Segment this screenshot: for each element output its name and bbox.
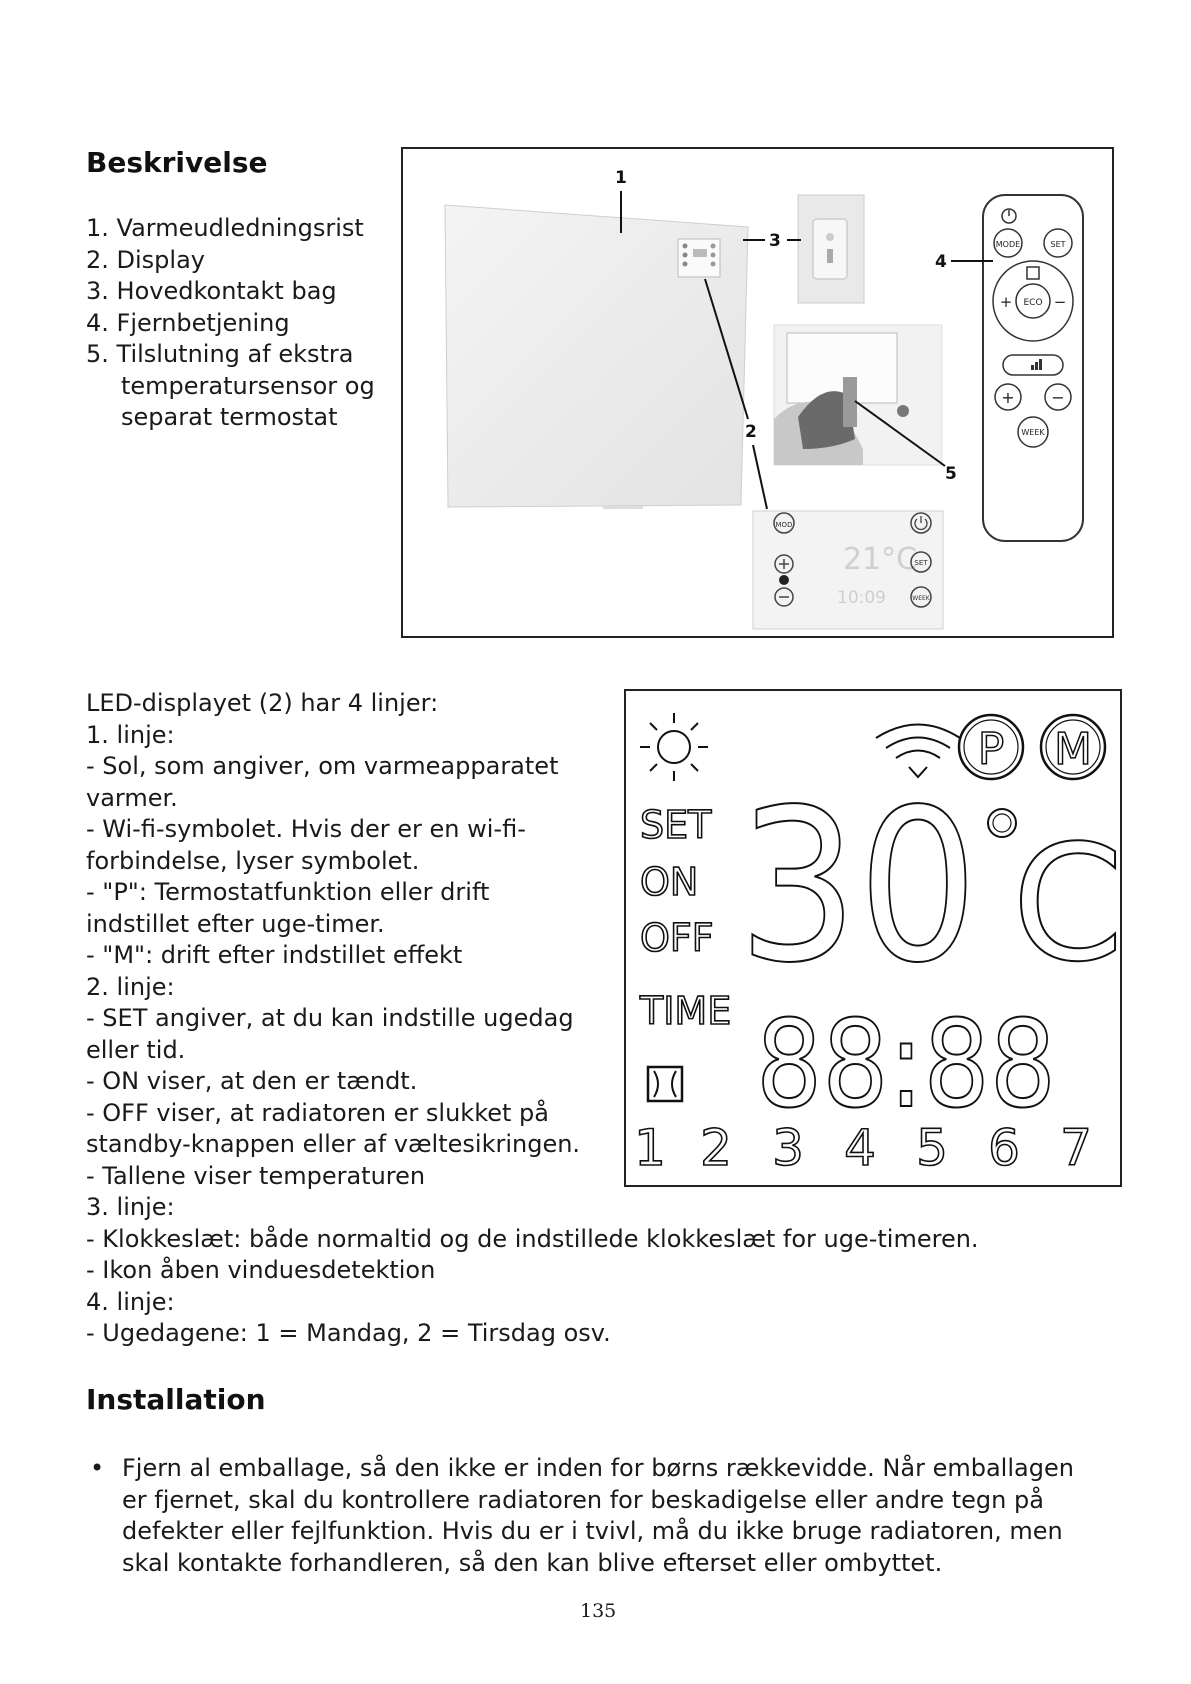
description-line: LED-displayet (2) har 4 linjer: <box>86 689 439 717</box>
panel-set-label: SET <box>914 559 928 567</box>
remote-minus-glyph: − <box>1053 293 1067 311</box>
callout-4: 4 <box>935 252 947 272</box>
description-line: - OFF viser, at radiatoren er slukket på <box>86 1098 549 1127</box>
parts-list-item: 3. Hovedkontakt bag <box>86 277 337 305</box>
led-display-diagram <box>626 691 1120 1185</box>
open-window-icon <box>648 1067 682 1101</box>
panel-temp-display: 21°C <box>843 542 918 577</box>
callout-5: 5 <box>945 464 957 484</box>
bullet-symbol: • <box>90 1454 105 1482</box>
description-line: - "P": Termostatfunktion eller drift <box>86 878 490 906</box>
weekday-1: 1 <box>634 1119 666 1177</box>
product-overview-illustration <box>403 149 1112 636</box>
callout-1: 1 <box>615 168 627 188</box>
description-line: - Klokkeslæt: både normaltid og de indstillede klokkeslæt for uge-timeren. <box>86 1224 979 1253</box>
parts-list <box>86 213 375 434</box>
bullet-line: Fjern al emballage, så den ikke er inden for børns rækkevidde. Når emballagen <box>122 1454 1074 1482</box>
callout-line-2b <box>753 445 767 509</box>
weekday-4: 4 <box>844 1119 876 1177</box>
clock-digits: 88:88 <box>756 996 1056 1135</box>
description-line: forbindelse, lyser symbolet. <box>86 846 420 875</box>
on-indicator: ON <box>640 860 699 904</box>
description-line: - Ikon åben vinduesdetektion <box>86 1256 436 1284</box>
installation-bullet-list <box>86 1453 1126 1579</box>
remote-week-label: WEEK <box>1021 428 1045 437</box>
panel-mod-label: MOD <box>775 521 793 529</box>
panel-week-label: WEEK <box>912 595 930 602</box>
callout-3: 3 <box>769 231 781 251</box>
description-line: - Tallene viser temperaturen <box>86 1161 426 1190</box>
parts-list-item: 1. Varmeudledningsrist <box>86 214 364 242</box>
remote-minus-glyph-2: − <box>1051 388 1065 407</box>
temperature-digits: 30 <box>738 764 978 1009</box>
weekday-2: 2 <box>700 1119 732 1177</box>
parts-list-item: 2. Display <box>86 245 205 274</box>
remote-plus-glyph: + <box>999 293 1013 311</box>
parts-list-item: 5. Tilslutning af ekstra <box>86 340 354 368</box>
description-line: 4. linje: <box>86 1287 175 1316</box>
installation-bullet <box>86 1453 1126 1579</box>
led-display-figure <box>624 689 1122 1187</box>
bullet-line: skal kontakte forhandleren, så den kan blive efterset eller ombyttet. <box>122 1548 943 1577</box>
bullet-line: er fjernet, skal du kontrollere radiatoren for beskadigelse eller andre tegn på <box>122 1485 1044 1514</box>
bullet-line: defekter eller fejlfunktion. Hvis du er i tvivl, må du ikke bruge radiatoren, men <box>122 1517 1063 1545</box>
remote-mode-label: MODE <box>995 240 1021 249</box>
remote-control <box>983 195 1083 541</box>
m-mode-icon <box>1041 715 1105 779</box>
section-title-beskrivelse: Beskrivelse <box>86 146 268 179</box>
description-line: - Wi-fi-symbolet. Hvis der er en wi-fi- <box>86 815 526 843</box>
parts-list-item: 4. Fjernbetjening <box>86 308 290 337</box>
description-line: - ON viser, at den er tændt. <box>86 1067 418 1095</box>
weekday-5: 5 <box>916 1119 948 1177</box>
description-line: - "M": drift efter indstillet effekt <box>86 941 463 969</box>
description-line: 2. linje: <box>86 972 175 1001</box>
description-line: - Sol, som angiver, om varmeapparatet <box>86 752 559 780</box>
weekday-7: 7 <box>1060 1119 1092 1177</box>
callout-2: 2 <box>745 422 757 442</box>
remote-set-label: SET <box>1050 240 1066 249</box>
parts-list-item-continuation: separat termostat <box>121 403 338 431</box>
weekday-3: 3 <box>772 1119 804 1177</box>
description-line: 1. linje: <box>86 720 175 749</box>
page-number: 135 <box>580 1600 617 1622</box>
description-line: - SET angiver, at du kan indstille ugedag <box>86 1004 574 1032</box>
description-line: eller tid. <box>86 1035 186 1064</box>
weekday-6: 6 <box>988 1119 1020 1177</box>
panel-time-display: 10:09 <box>837 588 886 608</box>
description-line: varmer. <box>86 783 178 812</box>
description-line: - Ugedagene: 1 = Mandag, 2 = Tirsdag osv. <box>86 1319 611 1347</box>
control-panel-closeup <box>753 511 943 629</box>
main-switch-photo <box>798 195 864 303</box>
m-label: M <box>1054 724 1092 775</box>
product-overview-figure <box>401 147 1114 638</box>
section-title-installation: Installation <box>86 1383 266 1416</box>
remote-eco-label: ECO <box>1023 298 1043 308</box>
sun-icon <box>640 713 708 781</box>
radiator-panel <box>445 205 748 509</box>
description-line: 3. linje: <box>86 1193 175 1221</box>
set-indicator: SET <box>640 803 712 847</box>
parts-list-item-continuation: temperatursensor og <box>121 371 375 400</box>
celsius-unit: C <box>1012 810 1120 997</box>
description-line: standby-knappen eller af væltesikringen. <box>86 1130 581 1158</box>
p-label: P <box>977 724 1005 775</box>
sensor-connection-photo <box>774 325 942 465</box>
off-indicator: OFF <box>640 916 714 960</box>
remote-plus-glyph-2: + <box>1001 388 1015 407</box>
description-line: indstillet efter uge-timer. <box>86 909 385 938</box>
time-indicator: TIME <box>640 989 732 1033</box>
